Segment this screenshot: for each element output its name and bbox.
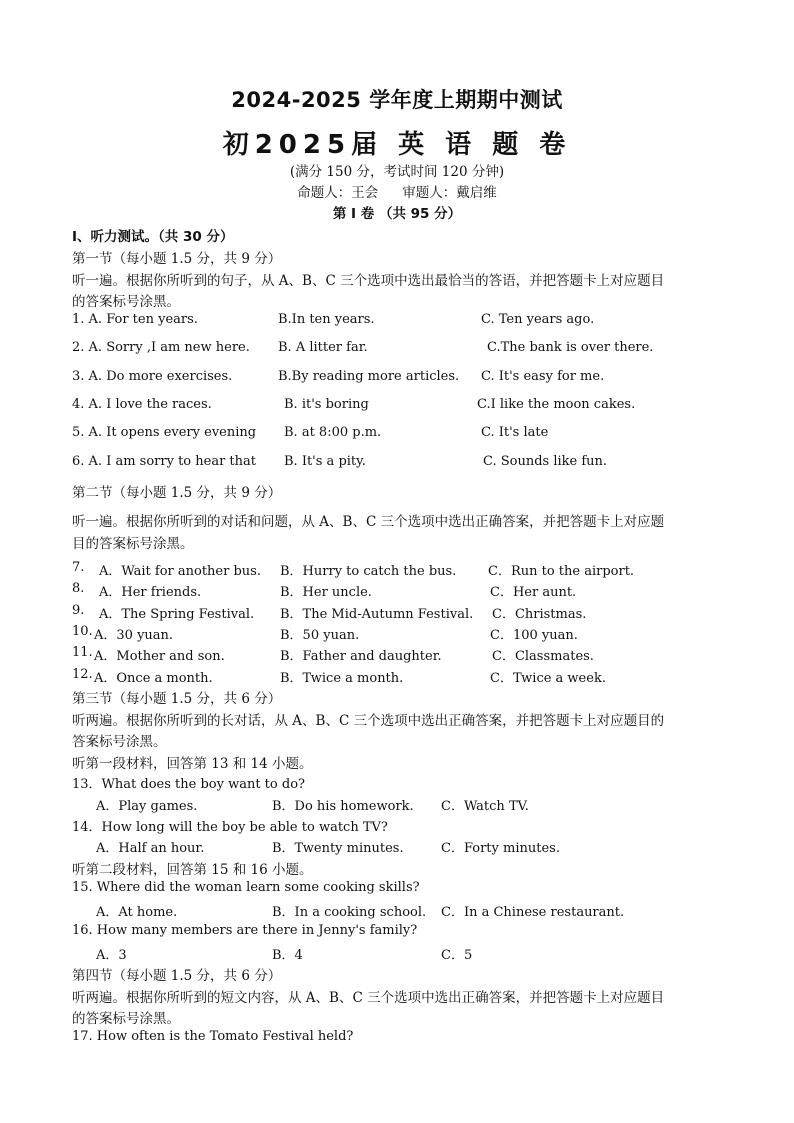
q5-option-c: C. It's late [481, 425, 549, 440]
q7-option-c: C．Run to the airport. [488, 564, 635, 579]
q8-option-b: B．Her uncle. [280, 585, 372, 600]
q3-option-b: B.By reading more articles. [278, 369, 460, 384]
q1-option-a: 1. A. For ten years. [72, 312, 198, 327]
q13-question: 13．What does the boy want to do? [72, 777, 305, 792]
setter: 命题人：王会 [297, 185, 379, 201]
q17-question: 17. How often is the Tomato Festival held? [72, 1029, 354, 1044]
q15-question: 15. Where did the woman learn some cooking skills? [72, 880, 420, 895]
q8-number: 8. [72, 581, 85, 596]
q11-number: 11. [72, 645, 93, 660]
q16-option-c: C．5 [441, 948, 473, 963]
section1-heading: 第一节（每小题 1.5 分，共 9 分） [72, 251, 282, 267]
q4-option-a: 4. A. I love the races. [72, 397, 212, 412]
q3-option-a: 3. A. Do more exercises. [72, 369, 233, 384]
section2-instruction-cont: 目的答案标号涂黑。 [72, 536, 194, 552]
q11-option-b: B．Father and daughter. [280, 649, 442, 664]
passage1-note: 听第一段材料，回答第 13 和 14 小题。 [72, 756, 313, 772]
q14-question: 14．How long will the boy be able to watch TV? [72, 820, 388, 835]
section4-heading: 第四节（每小题 1.5 分，共 6 分） [72, 968, 282, 984]
q4-option-b: B. it's boring [284, 397, 369, 412]
q2-option-b: B. A litter far. [278, 340, 368, 355]
q5-option-a: 5. A. It opens every evening [72, 425, 257, 440]
q12-option-a: A．Once a month. [94, 671, 213, 686]
section3-instruction-cont: 答案标号涂黑。 [72, 734, 167, 750]
q1-option-b: B.In ten years. [278, 312, 375, 327]
q15-option-b: B．In a cooking school. [272, 905, 427, 920]
q9-option-b: B．The Mid-Autumn Festival. [280, 607, 474, 622]
q13-option-b: B．Do his homework. [272, 799, 414, 814]
q6-option-c: C. Sounds like fun. [483, 454, 608, 469]
q15-option-a: A．At home. [96, 905, 178, 920]
q9-number: 9. [72, 603, 85, 618]
q10-option-a: A．30 yuan. [94, 628, 174, 643]
q2-option-c: C.The bank is over there. [487, 340, 654, 355]
section4-instruction: 听两遍。根据你所听到的短文内容，从 A、B、C 三个选项中选出正确答案，并把答题卡上对应题目 [72, 990, 665, 1006]
q9-option-a: A．The Spring Festival. [99, 607, 255, 622]
q12-option-b: B．Twice a month. [280, 671, 404, 686]
q1-option-c: C. Ten years ago. [481, 312, 595, 327]
section1-instruction: 听一遍。根据你所听到的句子，从 A、B、C 三个选项中选出最恰当的答语，并把答题卡上对应题目 [72, 273, 665, 289]
q2-option-a: 2. A. Sorry ,I am new here. [72, 340, 250, 355]
q9-option-c: C．Christmas. [492, 607, 587, 622]
q15-option-c: C．In a Chinese restaurant. [441, 905, 625, 920]
q16-option-a: A．3 [96, 948, 127, 963]
q4-option-c: C.I like the moon cakes. [477, 397, 636, 412]
q14-option-b: B．Twenty minutes. [272, 841, 404, 856]
q7-option-a: A．Wait for another bus. [99, 564, 261, 579]
q16-question: 16. How many members are there in Jenny's family? [72, 923, 418, 938]
q5-option-b: B. at 8:00 p.m. [284, 425, 382, 440]
q7-option-b: B．Hurry to catch the bus. [280, 564, 457, 579]
staff-line [0, 181, 794, 201]
passage2-note: 听第二段材料，回答第 15 和 16 小题。 [72, 862, 313, 878]
q12-option-c: C．Twice a week. [490, 671, 606, 686]
q13-option-a: A．Play games. [96, 799, 198, 814]
exam-title: 2024-2025 学年度上期期中测试 [231, 88, 563, 112]
reviewer: 审题人：戴启维 [402, 185, 497, 201]
section2-instruction: 听一遍。根据你所听到的对话和问题，从 A、B、C 三个选项中选出正确答案，并把答题卡上对应题 [72, 514, 665, 530]
q7-number: 7. [72, 560, 85, 575]
part1-heading: Ⅰ、听力测试。（共 30 分） [72, 229, 234, 245]
q6-option-a: 6. A. I am sorry to hear that [72, 454, 256, 469]
q11-option-a: A．Mother and son. [94, 649, 225, 664]
section3-heading: 第三节（每小题 1.5 分，共 6 分） [72, 691, 282, 707]
section1-instruction-cont: 的答案标号涂黑。 [72, 294, 180, 310]
q10-number: 10. [72, 624, 93, 639]
q11-option-c: C．Classmates. [492, 649, 594, 664]
q12-number: 12. [72, 667, 93, 682]
q8-option-c: C．Her aunt. [490, 585, 577, 600]
q8-option-a: A．Her friends. [99, 585, 202, 600]
q16-option-b: B．4 [272, 948, 303, 963]
q3-option-c: C. It's easy for me. [481, 369, 605, 384]
q14-option-c: C．Forty minutes. [441, 841, 560, 856]
volume-heading: 第 I 卷 （共 95 分） [332, 206, 462, 222]
score-info: (满分 150 分，考试时间 120 分钟) [289, 164, 505, 180]
q13-option-c: C．Watch TV. [441, 799, 529, 814]
section3-instruction: 听两遍。根据你所听到的长对话，从 A、B、C 三个选项中选出正确答案，并把答题卡上对应题目的 [72, 713, 665, 729]
q14-option-a: A．Half an hour. [96, 841, 205, 856]
q10-option-c: C．100 yuan. [490, 628, 578, 643]
exam-subtitle: 初2025届 英 语 题 卷 [222, 130, 572, 160]
q10-option-b: B．50 yuan. [280, 628, 360, 643]
q6-option-b: B. It's a pity. [284, 454, 366, 469]
section2-heading: 第二节（每小题 1.5 分，共 9 分） [72, 485, 282, 501]
section4-instruction-cont: 的答案标号涂黑。 [72, 1011, 180, 1027]
